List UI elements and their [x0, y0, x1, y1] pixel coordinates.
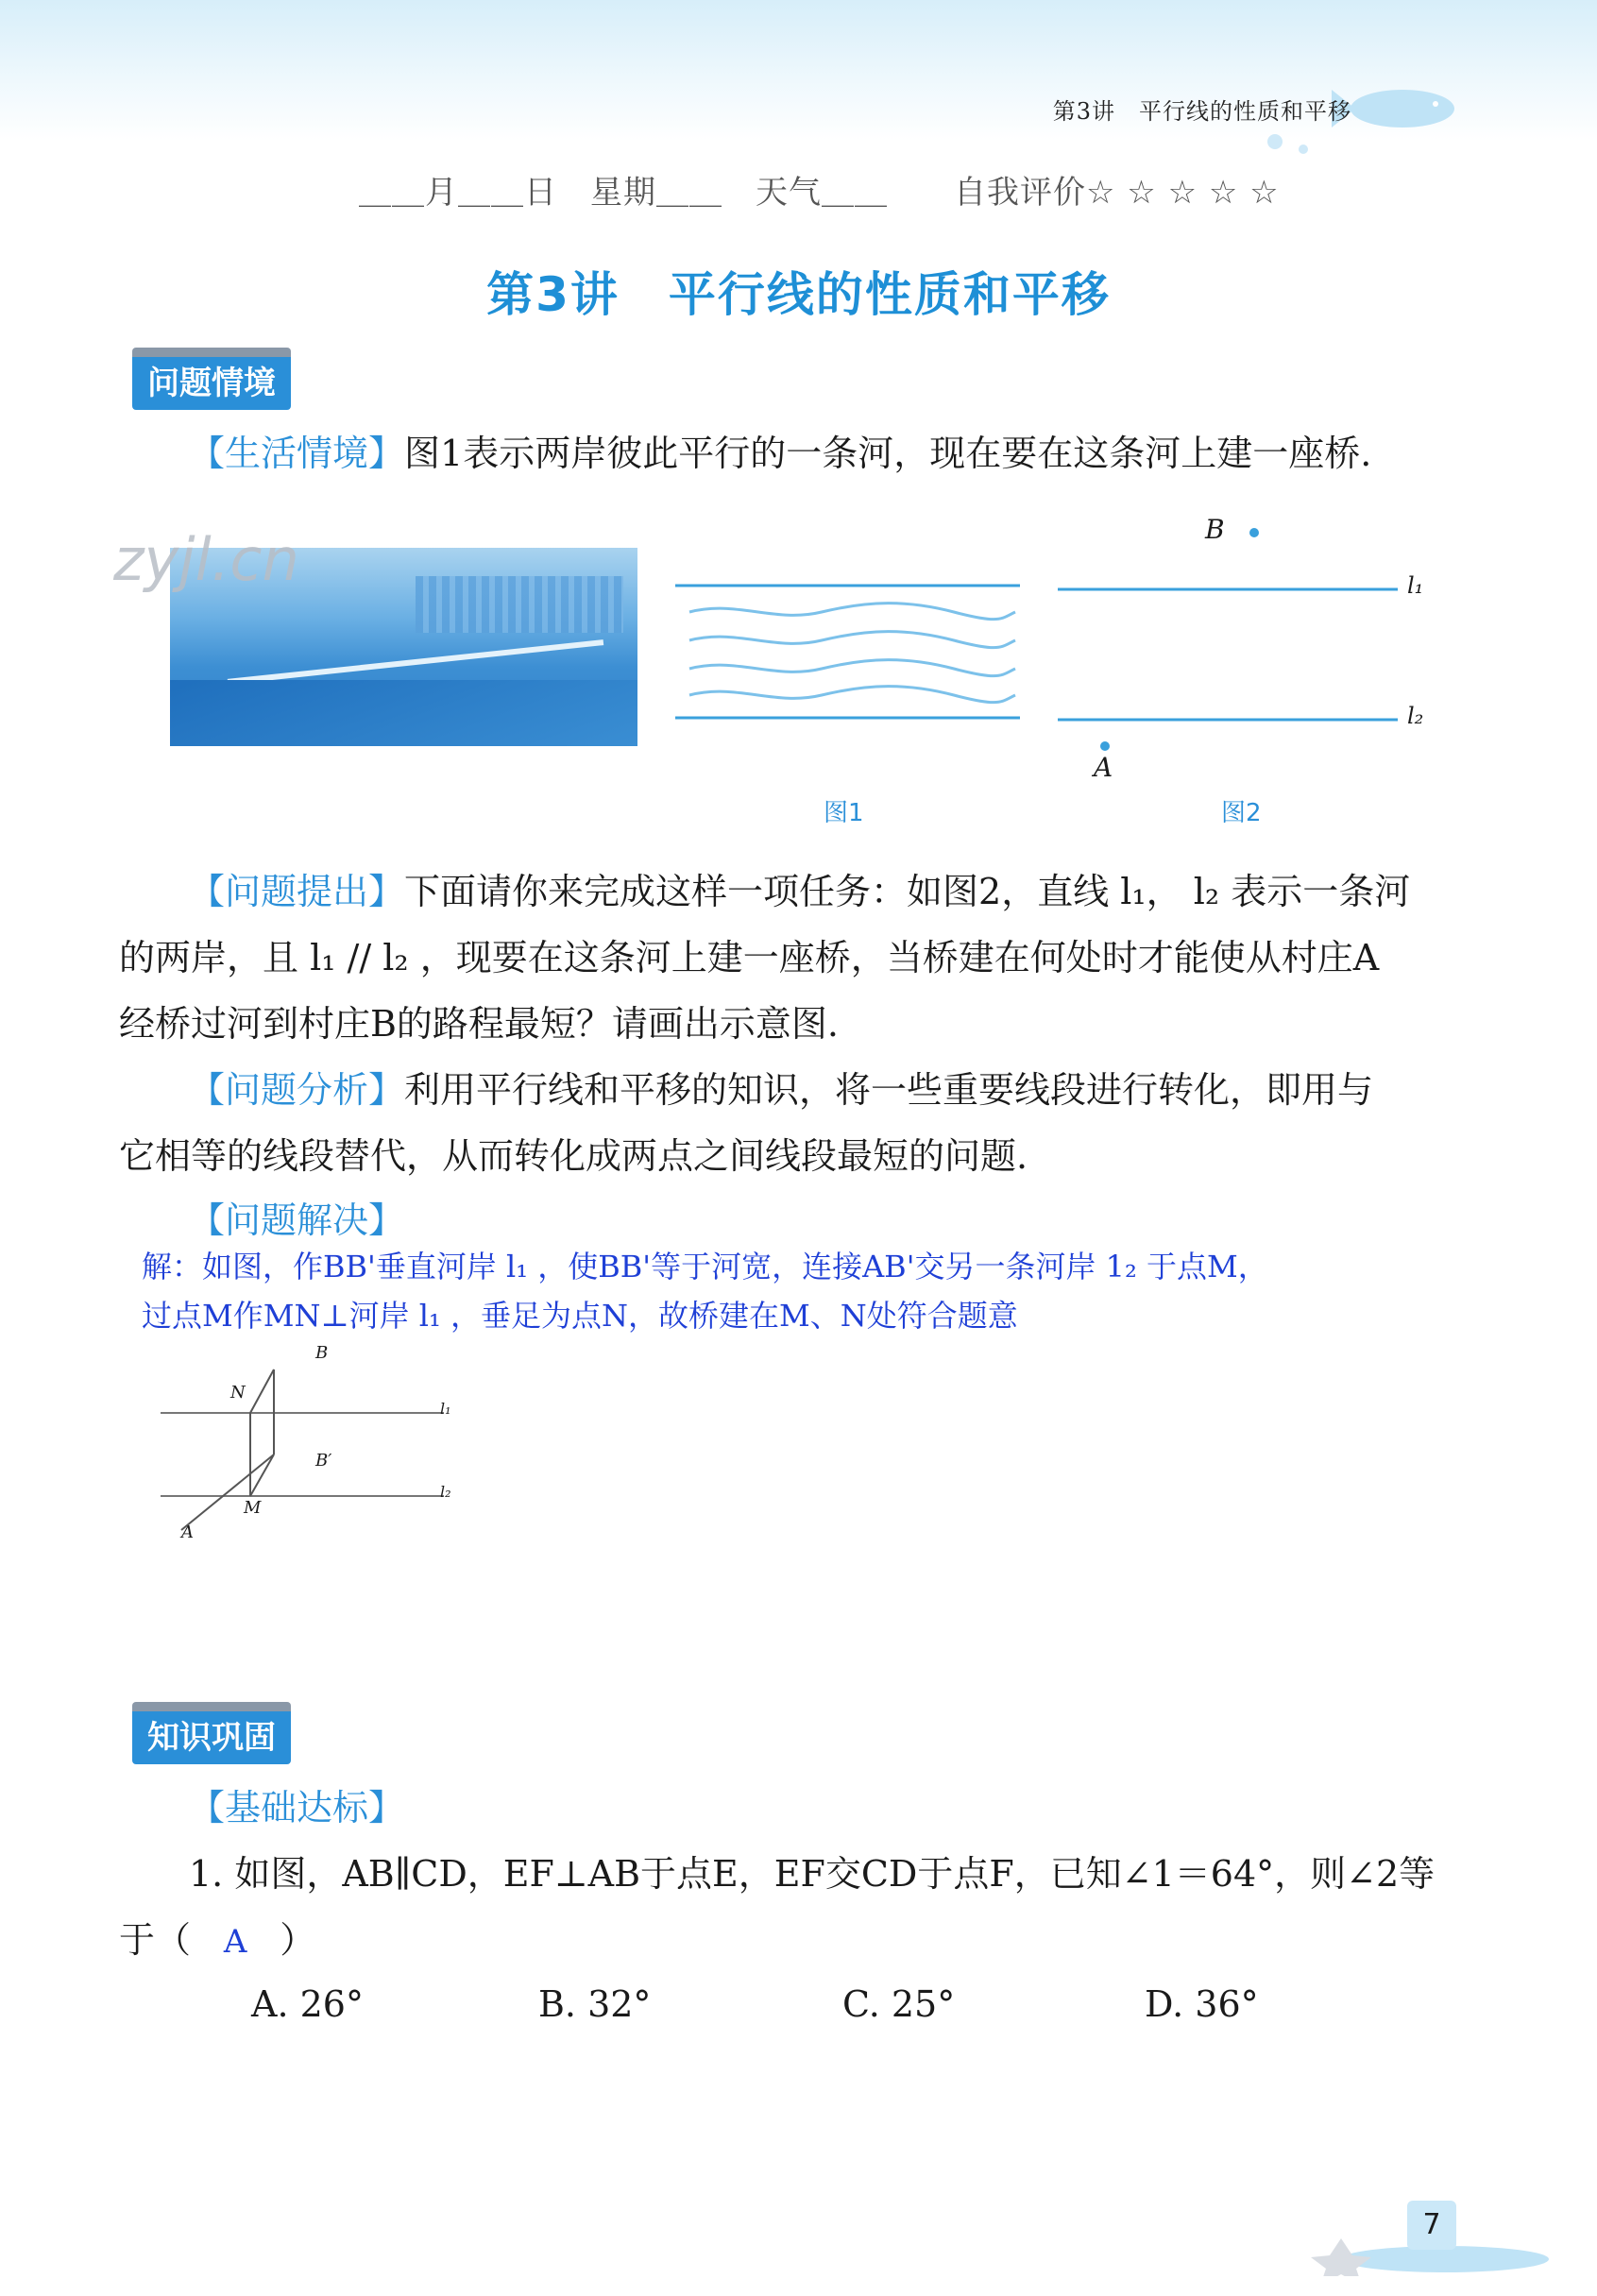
solution-diagram [161, 1341, 472, 1549]
fig2-label-l1: l₁ [1407, 572, 1424, 599]
fig2-label-l2: l₂ [1407, 703, 1424, 729]
figure-2-caption: 图2 [1221, 799, 1262, 827]
solution-label-l2: l₂ [440, 1483, 451, 1501]
problem-proposal-line-1 [189, 859, 1410, 924]
solution-answer-line-1: 解：如图，作BB'垂直河岸 l₁ ，使BB'等于河宽，连接AB'交另一条河岸 1₂ 于点M， [142, 1249, 1268, 1284]
solution-label-B: B [315, 1343, 329, 1363]
solution-label-M: M [244, 1498, 262, 1518]
problem-solving-tag: 【问题解决】 [189, 1199, 405, 1241]
problem-proposal-line-3: 经桥过河到村庄B的路程最短？请画出示意图. [119, 1003, 840, 1045]
question-1-suffix: ） [280, 1919, 316, 1961]
watermark: zyjl.cn [113, 525, 299, 594]
option-b: B. 32° [538, 1983, 652, 2025]
problem-analysis-line-1 [189, 1058, 1373, 1122]
section-badge-knowledge-consolidation: 知识巩固 [132, 1702, 291, 1764]
fig2-label-B: B [1205, 514, 1225, 545]
fig2-label-A: A [1094, 752, 1113, 783]
problem-proposal-text-1: 下面请你来完成这样一项任务：如图2，直线 l₁， l₂ 表示一条河 [404, 871, 1411, 912]
life-scenario-tag: 【生活情境】 [189, 433, 405, 474]
river-diagram [671, 576, 1029, 727]
question-1-line-2 [119, 1908, 315, 1974]
basic-level-tag: 【基础达标】 [189, 1787, 405, 1828]
life-scenario-text: 图1表示两岸彼此平行的一条河，现在要在这条河上建一座桥. [404, 433, 1372, 474]
question-1-prefix: 于（ [119, 1919, 192, 1961]
section-badge-problem-context: 问题情境 [132, 348, 291, 410]
page-number: 7 [1407, 2201, 1456, 2250]
option-a: A. 26° [251, 1983, 364, 2025]
figure-1-caption: 图1 [824, 799, 864, 827]
solution-answer-line-2: 过点M作MN⊥河岸 l₁ ，垂足为点N，故桥建在M、N处符合题意 [142, 1298, 1018, 1334]
solution-label-A: A [181, 1522, 194, 1542]
page-title: 第3讲 平行线的性质和平移 [486, 267, 1111, 322]
date-weather-line: ＿＿月＿＿日 星期＿＿ 天气＿＿ 自我评价☆ ☆ ☆ ☆ ☆ [359, 174, 1280, 212]
problem-analysis-tag: 【问题分析】 [189, 1069, 405, 1111]
solution-label-Bprime: B′ [315, 1451, 332, 1471]
question-1-answer: A [223, 1923, 247, 1961]
question-1-line-1: 1. 如图，AB∥CD，EF⊥AB于点E，EF交CD于点F，已知∠1＝64°，则∠2等 [189, 1853, 1436, 1895]
problem-analysis-text-1: 利用平行线和平移的知识，将一些重要线段进行转化，即用与 [404, 1069, 1374, 1111]
option-d: D. 36° [1145, 1983, 1259, 2025]
problem-proposal-tag: 【问题提出】 [189, 871, 405, 912]
figure-2-diagram [1048, 510, 1445, 784]
option-c: C. 25° [842, 1983, 956, 2025]
problem-analysis-line-2: 它相等的线段替代，从而转化成两点之间线段最短的问题. [119, 1135, 1028, 1177]
running-title: 第3讲 平行线的性质和平移 [1052, 98, 1351, 125]
problem-proposal-line-2: 的两岸，且 l₁ // l₂ ，现要在这条河上建一座桥，当桥建在何处时才能使从村庄A [119, 937, 1380, 978]
solution-label-l1: l₁ [440, 1400, 451, 1418]
solution-label-N: N [230, 1383, 246, 1403]
life-scenario [189, 421, 1371, 485]
